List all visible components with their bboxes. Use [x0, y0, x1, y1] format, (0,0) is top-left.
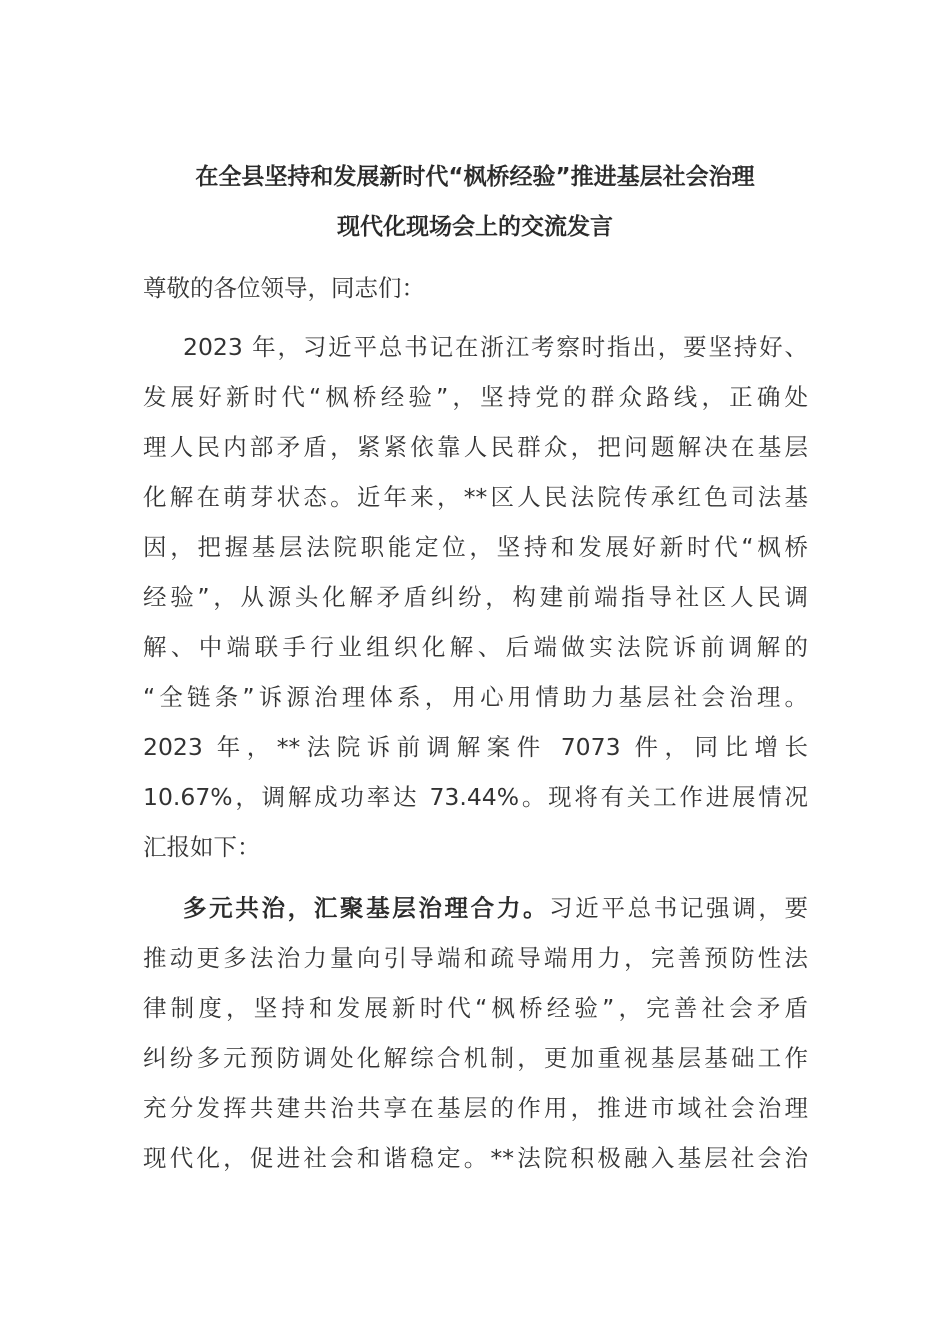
paragraph-1-line: 经验”，从源头化解矛盾纠纷，构建前端指导社区人民调 [143, 583, 808, 611]
paragraph-2-line: 现代化，促进社会和谐稳定。**法院积极融入基层社会治 [143, 1144, 808, 1172]
salutation: 尊敬的各位领导，同志们： [143, 274, 425, 302]
paragraph-2-heading: 多元共治，汇聚基层治理合力。 [183, 894, 550, 922]
paragraph-1-line: 解、中端联手行业组织化解、后端做实法院诉前调解的 [143, 633, 808, 661]
paragraph-1-line: 2023 年，习近平总书记在浙江考察时指出，要坚持好、 [183, 333, 808, 361]
paragraph-2-line: 律制度，坚持和发展新时代“枫桥经验”，完善社会矛盾 [143, 994, 808, 1022]
paragraph-1-line: 10.67%，调解成功率达 73.44%。现将有关工作进展情况 [143, 783, 808, 811]
paragraph-1-line: 因，把握基层法院职能定位，坚持和发展好新时代“枫桥 [143, 533, 808, 561]
paragraph-2-first-line-text: 习近平总书记强调，要 [549, 894, 809, 922]
paragraph-1-line: 汇报如下： [143, 833, 261, 861]
paragraph-2-line: 纠纷多元预防调处化解综合机制，更加重视基层基础工作 [143, 1044, 808, 1072]
document-title-line-1: 在全县坚持和发展新时代“枫桥经验”推进基层社会治理 [195, 164, 755, 190]
paragraph-1-line: 理人民内部矛盾，紧紧依靠人民群众，把问题解决在基层 [143, 433, 808, 461]
paragraph-2-line: 推动更多法治力量向引导端和疏导端用力，完善预防性法 [143, 944, 808, 972]
paragraph-1-line: 2023 年，**法院诉前调解案件 7073 件，同比增长 [143, 733, 808, 761]
paragraph-2-line: 充分发挥共建共治共享在基层的作用，推进市域社会治理 [143, 1094, 808, 1122]
paragraph-1-line: “全链条”诉源治理体系，用心用情助力基层社会治理。 [143, 683, 808, 711]
document-title-line-2: 现代化现场会上的交流发言 [337, 214, 613, 240]
paragraph-1-line: 化解在萌芽状态。近年来，**区人民法院传承红色司法基 [143, 483, 808, 511]
paragraph-1-line: 发展好新时代“枫桥经验”，坚持党的群众路线，正确处 [143, 383, 808, 411]
paragraph-2-first-line [183, 890, 808, 926]
